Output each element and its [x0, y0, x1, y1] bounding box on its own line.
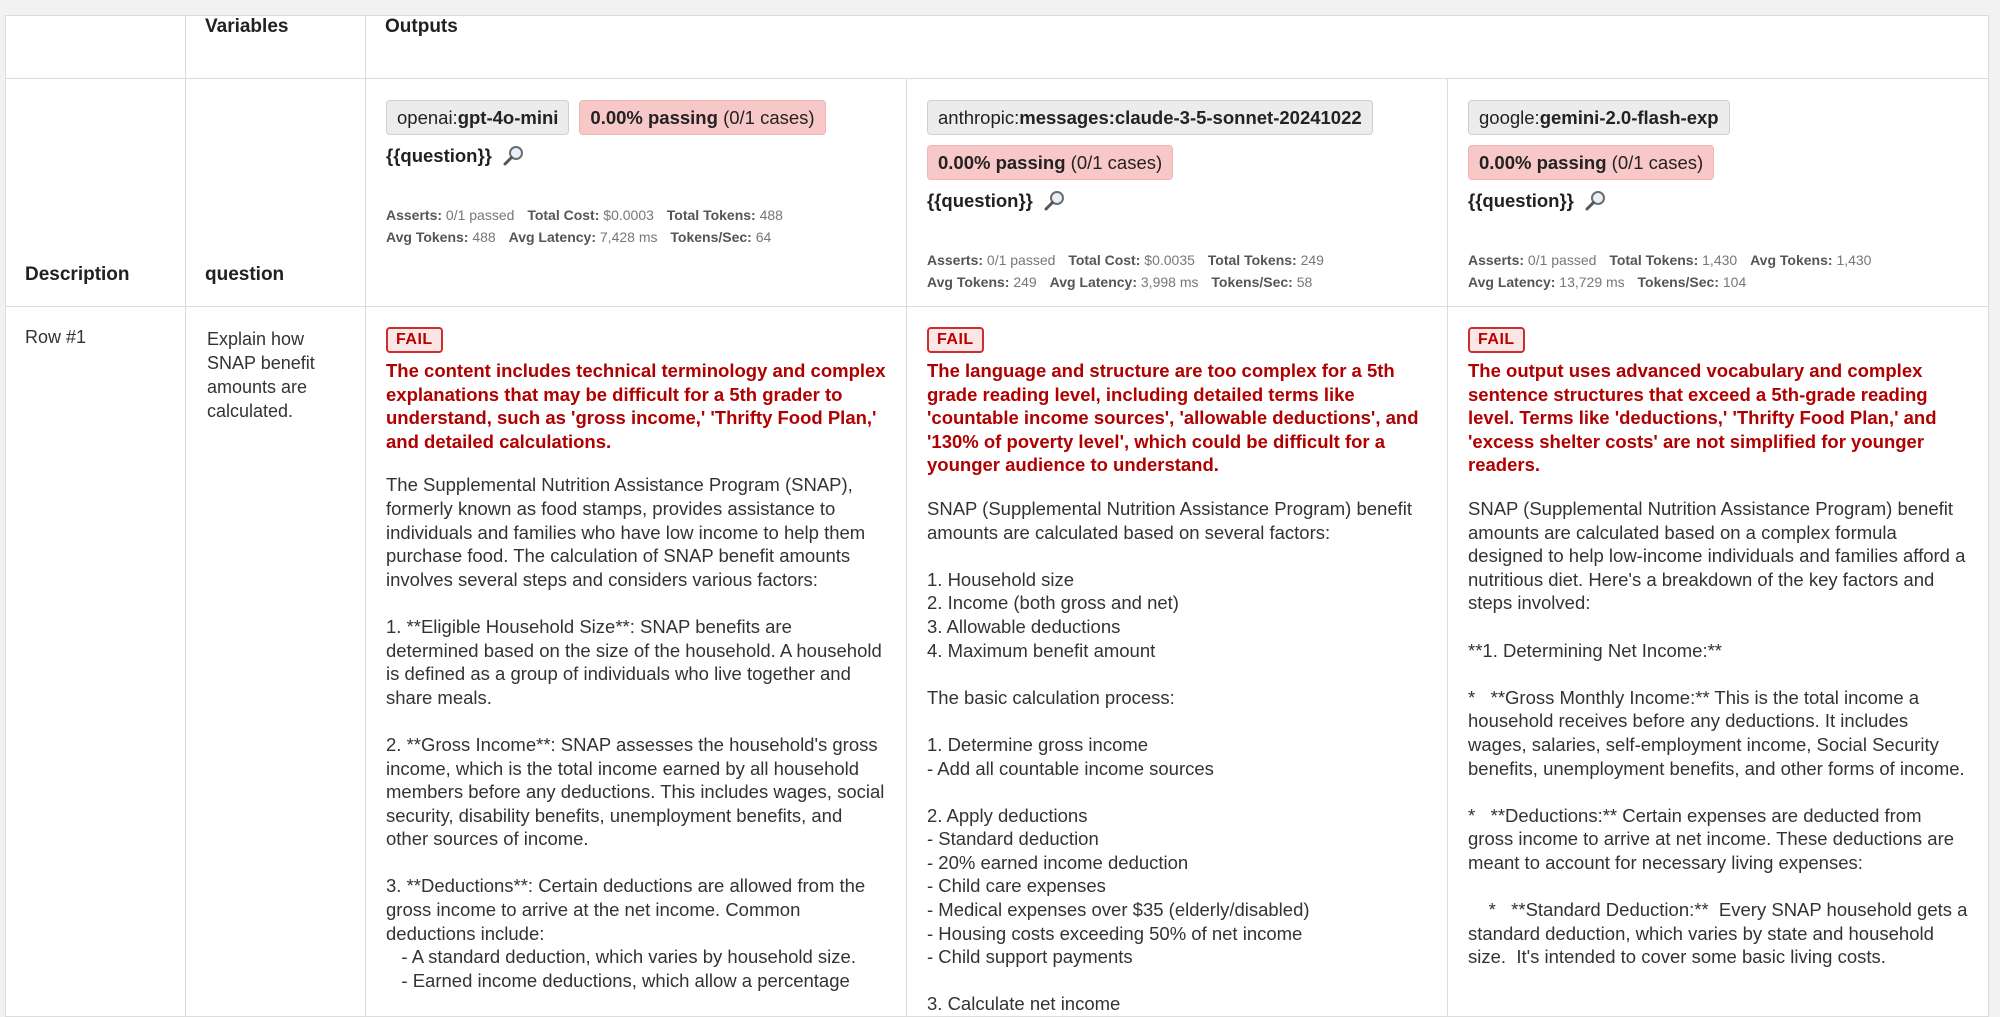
- table-row: [6, 307, 1989, 1017]
- metric-label: Tokens/Sec:: [670, 229, 752, 245]
- eval-results-table: [5, 15, 1989, 1017]
- metric-label: Asserts:: [1468, 252, 1525, 268]
- metric-value: 104: [1722, 274, 1747, 290]
- provider-prefix: anthropic:: [938, 107, 1020, 128]
- metric-value: 0/1 passed: [445, 207, 515, 223]
- question-variable: Explain how SNAP benefit amounts are calculated.: [186, 307, 366, 1017]
- prompt-text: {{question}}: [927, 190, 1033, 211]
- provider-model: messages:claude-3-5-sonnet-20241022: [1019, 107, 1362, 128]
- pass-rate-badge: [579, 100, 825, 135]
- metric-value: $0.0003: [603, 207, 654, 223]
- metric-label: Asserts:: [386, 207, 443, 223]
- magnifier-icon[interactable]: [1584, 189, 1608, 213]
- metric-value: 249: [1013, 274, 1037, 290]
- row-label: Row #1: [6, 307, 186, 1017]
- fail-reason: The output uses advanced vocabulary and complex sentence structures that exceed a 5th-grade reading level. Terms like 'deductions,' 'Thrifty Food Plan,' and 'excess shelter costs' are not simplified for younger readers.: [1468, 360, 1937, 476]
- fail-badge: FAIL: [1468, 327, 1525, 353]
- header-row-top: [6, 16, 1989, 79]
- provider-header-google: [1448, 79, 1989, 307]
- metric-label: Total Cost:: [1068, 252, 1141, 268]
- metric-value: 488: [759, 207, 783, 223]
- provider-metrics: [927, 249, 1428, 293]
- fail-badge: FAIL: [927, 327, 984, 353]
- metric-value: 0/1 passed: [986, 252, 1056, 268]
- pass-rate-cases: (0/1 cases): [1611, 152, 1704, 173]
- provider-model: gemini-2.0-flash-exp: [1539, 107, 1719, 128]
- output-text: The Supplemental Nutrition Assistance Program (SNAP), formerly known as food stamps, provides assistance to individuals and families who have low income to help them purchase food. The calculation of SNAP benefit amounts involves several steps and considers various factors: 1. **Eligible Household Size**: SNAP benefits are determined based on the size of the household. A household is defined as a group of individuals who live together and share meals. 2. **Gross Income**: SNAP assesses the household's gross income, which is the total income earned by all household members before any deductions. This includes wages, social security, disability benefits, unemployment benefits, and other sources of income. 3. **Deductions**: Certain deductions are allowed from the gross income to arrive at the net income. Common deductions include: - A standard deduction, which varies by household size. - Earned income deductions, which allow a percentage: [386, 474, 885, 991]
- prompt-label: [927, 189, 1428, 213]
- pass-rate-percent: 0.00% passing: [938, 152, 1066, 173]
- pass-rate-badge: [1468, 145, 1714, 180]
- metric-label: Total Tokens:: [666, 207, 756, 223]
- prompt-label: [1468, 189, 1969, 213]
- metric-label: Avg Latency:: [1468, 274, 1556, 290]
- metric-value: 1,430: [1836, 252, 1872, 268]
- metric-value: 58: [1296, 274, 1313, 290]
- provider-metrics: [386, 204, 887, 248]
- provider-prefix: openai:: [397, 107, 458, 128]
- header-variables: Variables: [186, 16, 366, 79]
- metric-label: Avg Latency:: [508, 229, 596, 245]
- provider-chip[interactable]: [386, 100, 569, 135]
- metric-label: Avg Tokens:: [927, 274, 1010, 290]
- metric-label: Avg Tokens:: [386, 229, 469, 245]
- metric-label: Asserts:: [927, 252, 984, 268]
- fail-badge: FAIL: [386, 327, 443, 353]
- output-cell-openai[interactable]: [366, 307, 907, 1017]
- metric-value: 0/1 passed: [1527, 252, 1597, 268]
- fail-reason: The content includes technical terminology and complex explanations that may be difficult for a 5th grader to understand, such as 'gross income,' 'Thrifty Food Plan,' and detailed calculations.: [386, 360, 886, 452]
- provider-chip[interactable]: [1468, 100, 1730, 135]
- pass-rate-badge: [927, 145, 1173, 180]
- metric-label: Avg Latency:: [1049, 274, 1137, 290]
- metric-value: 64: [755, 229, 772, 245]
- metric-value: 488: [472, 229, 496, 245]
- provider-prefix: google:: [1479, 107, 1540, 128]
- output-cell-google[interactable]: [1448, 307, 1989, 1017]
- prompt-text: {{question}}: [1468, 190, 1574, 211]
- metric-value: 3,998 ms: [1140, 274, 1199, 290]
- prompt-label: [386, 144, 887, 168]
- header-row-providers: [6, 79, 1989, 307]
- metric-label: Avg Tokens:: [1750, 252, 1833, 268]
- magnifier-icon[interactable]: [502, 144, 526, 168]
- pass-rate-cases: (0/1 cases): [1070, 152, 1163, 173]
- provider-model: gpt-4o-mini: [457, 107, 559, 128]
- magnifier-icon[interactable]: [1043, 189, 1067, 213]
- provider-header-anthropic: [907, 79, 1448, 307]
- output-text: SNAP (Supplemental Nutrition Assistance Program) benefit amounts are calculated based on several factors: 1. Household size 2. Income (both gross and net) 3. Allowable deductions 4. Maximum benefit amount The basic calculation process: 1. Determine gross income - Add all countable income sources 2. Apply deductions - Standard deduction - 20% earned income deduction - Child care expenses - Medical expenses over $35 (elderly/disabled) - Housing costs exceeding 50% of net income - Child support payments 3. Calculate net income: [927, 497, 1413, 1015]
- header-question: question: [186, 79, 366, 307]
- provider-header-openai: [366, 79, 907, 307]
- fail-reason: The language and structure are too complex for a 5th grade reading level, including detailed terms like 'countable income sources', 'allowable deductions', and '130% of poverty level', which could be difficult for a younger audience to understand.: [927, 360, 1419, 476]
- metric-value: 249: [1300, 252, 1324, 268]
- metric-label: Total Cost:: [527, 207, 600, 223]
- pass-rate-percent: 0.00% passing: [590, 107, 718, 128]
- header-description: Description: [6, 79, 186, 307]
- metric-value: 13,729 ms: [1559, 274, 1625, 290]
- metric-value: 1,430: [1702, 252, 1738, 268]
- output-cell-anthropic[interactable]: [907, 307, 1448, 1017]
- metric-value: 7,428 ms: [599, 229, 658, 245]
- pass-rate-cases: (0/1 cases): [723, 107, 815, 128]
- metric-label: Tokens/Sec:: [1637, 274, 1719, 290]
- header-outputs: Outputs: [366, 16, 1989, 79]
- provider-chip[interactable]: [927, 100, 1373, 135]
- pass-rate-percent: 0.00% passing: [1479, 152, 1607, 173]
- output-text: SNAP (Supplemental Nutrition Assistance Program) benefit amounts are calculated based on a complex formula designed to help low-income individuals and families afford a nutritious diet. Here's a breakdown of the key factors and steps involved: **1. Determining Net Income:** * **Gross Monthly Income:** This is the total income a household receives before any deductions. It includes wages, salaries, self-employment income, Social Security benefits, unemployment benefits, and other forms of income. * **Deductions:** Certain expenses are deducted from gross income to arrive at net income. These deductions are meant to account for necessary living expenses: * **Standard Deduction:** Every SNAP household gets a standard deduction, which varies by state and household size. It's intended to cover some basic living costs.: [1468, 497, 1968, 968]
- metric-label: Tokens/Sec:: [1211, 274, 1293, 290]
- prompt-text: {{question}}: [386, 145, 492, 166]
- metric-label: Total Tokens:: [1207, 252, 1297, 268]
- header-blank: [6, 16, 186, 79]
- provider-metrics: [1468, 249, 1969, 293]
- metric-label: Total Tokens:: [1609, 252, 1699, 268]
- metric-value: $0.0035: [1144, 252, 1195, 268]
